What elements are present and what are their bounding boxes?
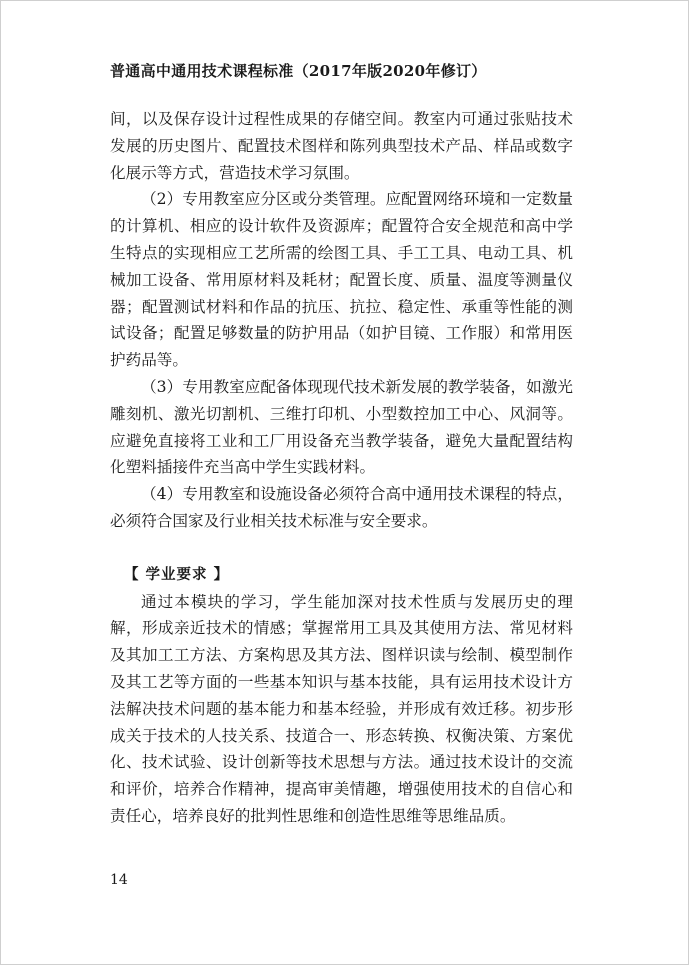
paragraph-item-3: （3）专用教室应配备体现现代技术新发展的教学装备，如激光雕刻机、激光切割机、三维打印机、小型数控加工中心、风洞等。应避免直接将工业和工厂用设备充当教学装备，避免大量配置结构化塑料插接件充当高中学生实践材料。 [110, 377, 573, 477]
page-content [110, 106, 573, 830]
paragraph-item-4: （4）专用教室和设施设备必须符合高中通用技术课程的特点，必须符合国家及行业相关技术标准与安全要求。 [110, 485, 573, 530]
paragraph-item-2: （2）专用教室应分区或分类管理。应配置网络环境和一定数量的计算机、相应的设计软件及资源库；配置符合安全规范和高中学生特点的实现相应工艺所需的绘图工具、手工工具、电动工具、机械加工设备、常用原材料及耗材；配置长度、质量、温度等测量仪器；配置测试材料和作品的抗压、抗拉、稳定性、承重等性能的测试设备；配置足够数量的防护用品（如护目镜、工作服）和常用医护药品等。 [110, 190, 573, 370]
paragraph-continuation: 间，以及保存设计过程性成果的存储空间。教室内可通过张贴技术发展的历史图片、配置技术图样和陈列典型技术产品、样品或数字化展示等方式，营造技术学习氛围。 [110, 110, 573, 182]
paragraph-academic-requirements: 通过本模块的学习，学生能加深对技术性质与发展历史的理解，形成亲近技术的情感；掌握常用工具及其使用方法、常见材料及其加工工方法、方案构思及其方法、图样识读与绘制、模型制作及其工艺等方面的一些基本知识与基本技能，具有运用技术设计方法解决技术问题的基本能力和基本经验，并形成有效迁移。初步形成关于技术的人技关系、技道合一、形态转换、权衡决策、方案优化、技术试验、设计创新等技术思想与方法。通过技术设计的交流和评价，培养合作精神，提高审美情趣，增强使用技术的自信心和责任心，培养良好的批判性思维和创造性思维等思维品质。 [110, 592, 573, 825]
page-number: 14 [110, 872, 128, 888]
running-header: 普通高中通用技术课程标准（2017年版2020年修订） [110, 62, 487, 80]
section-heading-academic-requirements: 【 学业要求 】 [124, 566, 230, 583]
section-spacer [110, 535, 573, 562]
